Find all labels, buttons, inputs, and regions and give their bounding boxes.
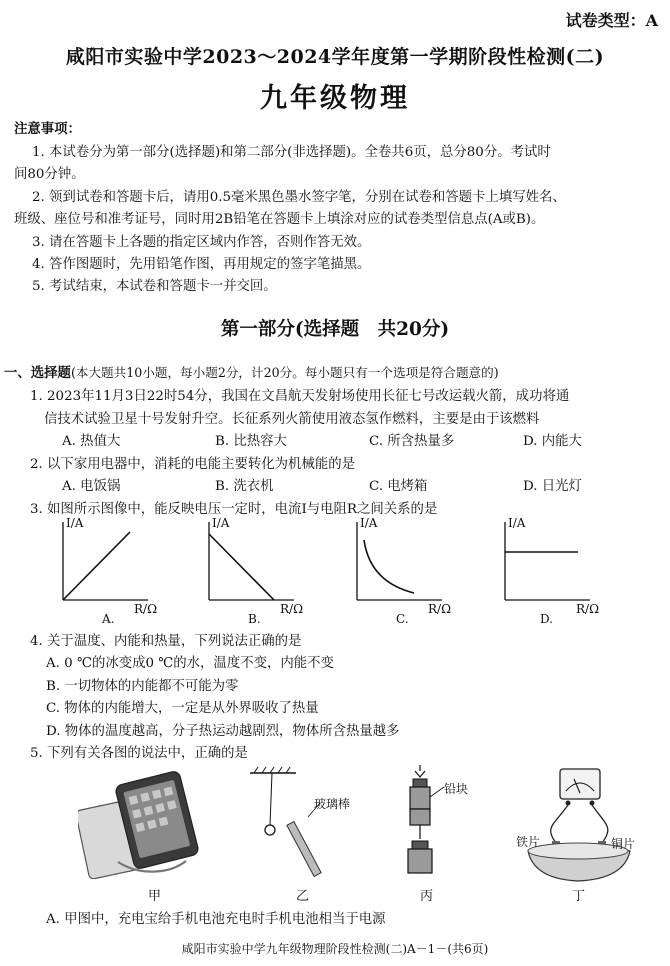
q1-option-b: B. 比热容大 xyxy=(215,434,287,449)
y-axis-label: I/A xyxy=(508,516,526,530)
inverse-curve xyxy=(364,540,414,593)
q4-stem: 4. 关于温度、内能和热量，下列说法正确的是 xyxy=(30,634,302,649)
paper-type-label: 试卷类型：A xyxy=(565,11,658,30)
hook-top xyxy=(415,771,425,777)
q3-graph-b-svg xyxy=(204,520,314,610)
graph-label-c: C. xyxy=(396,612,409,626)
q5-figures xyxy=(78,765,643,905)
y-axis-label: I/A xyxy=(212,516,230,530)
q4-option-d: D. 物体的温度越高，分子热运动越剧烈，物体所含热量越多 xyxy=(46,724,400,739)
x-axis-label: R/Ω xyxy=(576,602,600,616)
figure-caption-ding: 丁 xyxy=(572,889,586,904)
hanging-weight xyxy=(408,849,432,873)
q1-option-d: D. 内能大 xyxy=(523,434,582,449)
graph-label-a: A. xyxy=(102,612,115,626)
note-item-1: 1. 本试卷分为第一部分(选择题)和第二部分(非选择题)。全卷共6页，总分80分。考试时 xyxy=(32,145,551,160)
note-item-2: 2. 领到试卷和答题卡后，请用0.5毫米黑色墨水签字笔，分别在试卷和答题卡上填写姓名、 xyxy=(32,190,566,205)
terminal-left xyxy=(566,801,571,806)
q1-option-c: C. 所含热量多 xyxy=(369,434,455,449)
note-item-3: 3. 请在答题卡上各题的指定区域内作答，否则作答无效。 xyxy=(32,235,371,250)
figure-caption-jia: 甲 xyxy=(148,889,162,904)
section-desc: (本大题共10小题，每小题2分，计20分。每小题只有一个选项是符合题意的) xyxy=(70,365,499,380)
x-axis-label: R/Ω xyxy=(280,602,304,616)
glass-rod-label: 玻璃棒 xyxy=(314,797,351,811)
q3-graph-c-svg xyxy=(352,520,462,610)
q2-option-d: D. 日光灯 xyxy=(523,479,582,494)
q4-option-b: B. 一切物体的内能都不可能为零 xyxy=(46,679,239,694)
note-item-4: 4. 答作图题时，先用铅笔作图，再用规定的签字笔描黑。 xyxy=(32,257,371,272)
q3-graph-c xyxy=(352,516,462,626)
proportional-line xyxy=(63,532,130,600)
hatching xyxy=(254,767,290,773)
figure-ding-voltmeter xyxy=(514,765,642,885)
q3-graph-d xyxy=(500,516,610,626)
lead-pointer xyxy=(430,787,444,797)
q2-option-c: C. 电烤箱 xyxy=(369,479,428,494)
q5-option-a: A. 甲图中，充电宝给手机电池充电时手机电池相当于电源 xyxy=(46,912,386,927)
section-label: 一、选择题 xyxy=(4,365,71,381)
lead-block-label: 铅块 xyxy=(444,782,469,796)
wire-right xyxy=(592,805,608,843)
note-item-1-cont: 间80分钟。 xyxy=(14,167,85,182)
copper-piece-label: 铜片 xyxy=(611,837,636,851)
lead-block-upper-cap xyxy=(413,779,427,787)
voltmeter xyxy=(560,769,600,799)
wire-left xyxy=(551,805,568,843)
lead-block-lower xyxy=(410,809,430,825)
y-axis-label: I/A xyxy=(360,516,378,530)
figure-jia-powerbank-phone xyxy=(78,767,208,879)
figure-caption-bing: 丙 xyxy=(420,889,434,904)
q1-option-a: A. 热值大 xyxy=(62,434,121,449)
x-axis-label: R/Ω xyxy=(134,602,158,616)
q5-stem: 5. 下列有关各图的说法中，正确的是 xyxy=(30,746,248,761)
thread xyxy=(270,773,272,825)
q3-graph-a xyxy=(58,516,168,626)
note-item-5: 5. 考试结束，本试卷和答题卡一并交回。 xyxy=(32,279,277,294)
q1-stem-line1: 1. 2023年11月3日22时54分，我国在文昌航天发射场使用长征七号改运载火箭，成功将通 xyxy=(30,389,570,404)
section-header xyxy=(4,362,499,381)
graph-label-b: B. xyxy=(248,612,261,626)
q3-stem: 3. 如图所示图像中，能反映电压一定时，电流I与电阻R之间关系的是 xyxy=(30,502,438,517)
q4-option-a: A. 0 ℃的冰变成0 ℃的水，温度不变，内能不变 xyxy=(46,656,334,671)
graph-label-d: D. xyxy=(540,612,554,626)
q3-graph-a-svg xyxy=(58,520,168,610)
page-footer: 咸阳市实验中学九年级物理阶段性检测(二)A－1－(共6页) xyxy=(181,942,489,956)
subject-title: 九年级物理 xyxy=(260,83,410,114)
school-title: 咸阳市实验中学2023～2024学年度第一学期阶段性检测(二) xyxy=(65,46,605,68)
x-axis-label: R/Ω xyxy=(428,602,452,616)
notes-heading: 注意事项： xyxy=(14,121,81,137)
q1-stem-line2: 信技术试验卫星十号发射升空。长征系列火箭使用液态氢作燃料，主要是由于该燃料 xyxy=(44,412,540,427)
q3-graph-d-svg xyxy=(500,520,610,610)
q2-option-a: A. 电饭锅 xyxy=(62,479,121,494)
terminal-right xyxy=(590,801,595,806)
note-item-2-cont: 班级、座位号和准考证号，同时用2B铅笔在答题卡上填涂对应的试卷类型信息点(A或B)。 xyxy=(14,212,545,227)
figure-yi-glass-rod xyxy=(246,765,356,880)
glass-rod xyxy=(287,822,321,877)
q3-graph-b xyxy=(204,516,314,626)
decreasing-line xyxy=(209,534,274,600)
iron-piece-label: 铁片 xyxy=(516,835,541,849)
weight-cap xyxy=(412,841,428,849)
part1-title: 第一部分(选择题 共20分) xyxy=(220,319,450,340)
y-axis-label: I/A xyxy=(66,516,84,530)
lead-block-upper xyxy=(410,787,430,809)
q2-stem: 2. 以下家用电器中，消耗的电能主要转化为机械能的是 xyxy=(30,457,356,472)
figure-caption-yi: 乙 xyxy=(296,889,310,904)
light-ball xyxy=(265,825,275,835)
q4-option-c: C. 物体的内能增大，一定是从外界吸收了热量 xyxy=(46,701,319,716)
q2-option-b: B. 洗衣机 xyxy=(215,479,274,494)
